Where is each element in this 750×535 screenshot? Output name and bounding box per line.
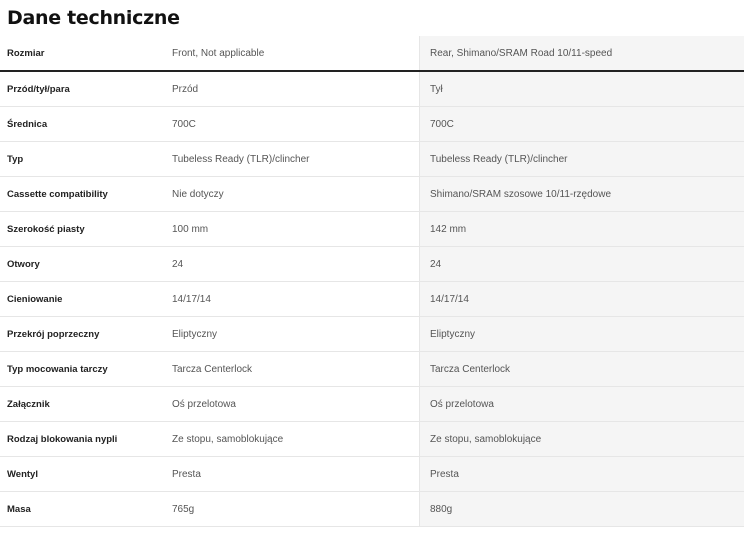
rear-value: 700C — [420, 107, 745, 142]
row-label: Załącznik — [0, 387, 164, 422]
row-label: Cassette compatibility — [0, 177, 164, 212]
front-value: Front, Not applicable — [164, 36, 420, 71]
front-value: 24 — [164, 247, 420, 282]
rear-value: Tył — [420, 71, 745, 107]
table-row — [0, 142, 744, 177]
table-row — [0, 387, 744, 422]
row-label: Typ mocowania tarczy — [0, 352, 164, 387]
table-row — [0, 317, 744, 352]
front-value: Ze stopu, samoblokujące — [164, 422, 420, 457]
row-label: Cieniowanie — [0, 282, 164, 317]
table-row — [0, 457, 744, 492]
rear-value: Presta — [420, 457, 745, 492]
front-value: Tubeless Ready (TLR)/clincher — [164, 142, 420, 177]
row-label: Przód/tył/para — [0, 71, 164, 107]
rear-value: Ze stopu, samoblokujące — [420, 422, 745, 457]
table-row — [0, 71, 744, 107]
front-value: 14/17/14 — [164, 282, 420, 317]
row-label: Średnica — [0, 107, 164, 142]
row-label: Przekrój poprzeczny — [0, 317, 164, 352]
front-value: 100 mm — [164, 212, 420, 247]
front-value: Nie dotyczy — [164, 177, 420, 212]
row-label: Rozmiar — [0, 36, 164, 71]
table-row — [0, 212, 744, 247]
row-label: Rodzaj blokowania nypli — [0, 422, 164, 457]
row-label: Masa — [0, 492, 164, 527]
rear-value: 24 — [420, 247, 745, 282]
table-row — [0, 36, 744, 71]
rear-value: Tarcza Centerlock — [420, 352, 745, 387]
table-row — [0, 107, 744, 142]
row-label: Otwory — [0, 247, 164, 282]
specifications-table — [0, 36, 744, 527]
table-row — [0, 282, 744, 317]
front-value: 700C — [164, 107, 420, 142]
rear-value: Rear, Shimano/SRAM Road 10/11-speed — [420, 36, 745, 71]
table-row — [0, 422, 744, 457]
rear-value: Tubeless Ready (TLR)/clincher — [420, 142, 745, 177]
table-row — [0, 177, 744, 212]
rear-value: 14/17/14 — [420, 282, 745, 317]
rear-value: Eliptyczny — [420, 317, 745, 352]
front-value: Presta — [164, 457, 420, 492]
rear-value: Shimano/SRAM szosowe 10/11-rzędowe — [420, 177, 745, 212]
table-row — [0, 492, 744, 527]
front-value: Oś przelotowa — [164, 387, 420, 422]
page-title: Dane techniczne — [7, 7, 180, 29]
row-label: Typ — [0, 142, 164, 177]
rear-value: Oś przelotowa — [420, 387, 745, 422]
rear-value: 142 mm — [420, 212, 745, 247]
row-label: Wentyl — [0, 457, 164, 492]
front-value: 765g — [164, 492, 420, 527]
rear-value: 880g — [420, 492, 745, 527]
row-label: Szerokość piasty — [0, 212, 164, 247]
table-row — [0, 352, 744, 387]
front-value: Tarcza Centerlock — [164, 352, 420, 387]
table-row — [0, 247, 744, 282]
front-value: Eliptyczny — [164, 317, 420, 352]
front-value: Przód — [164, 71, 420, 107]
